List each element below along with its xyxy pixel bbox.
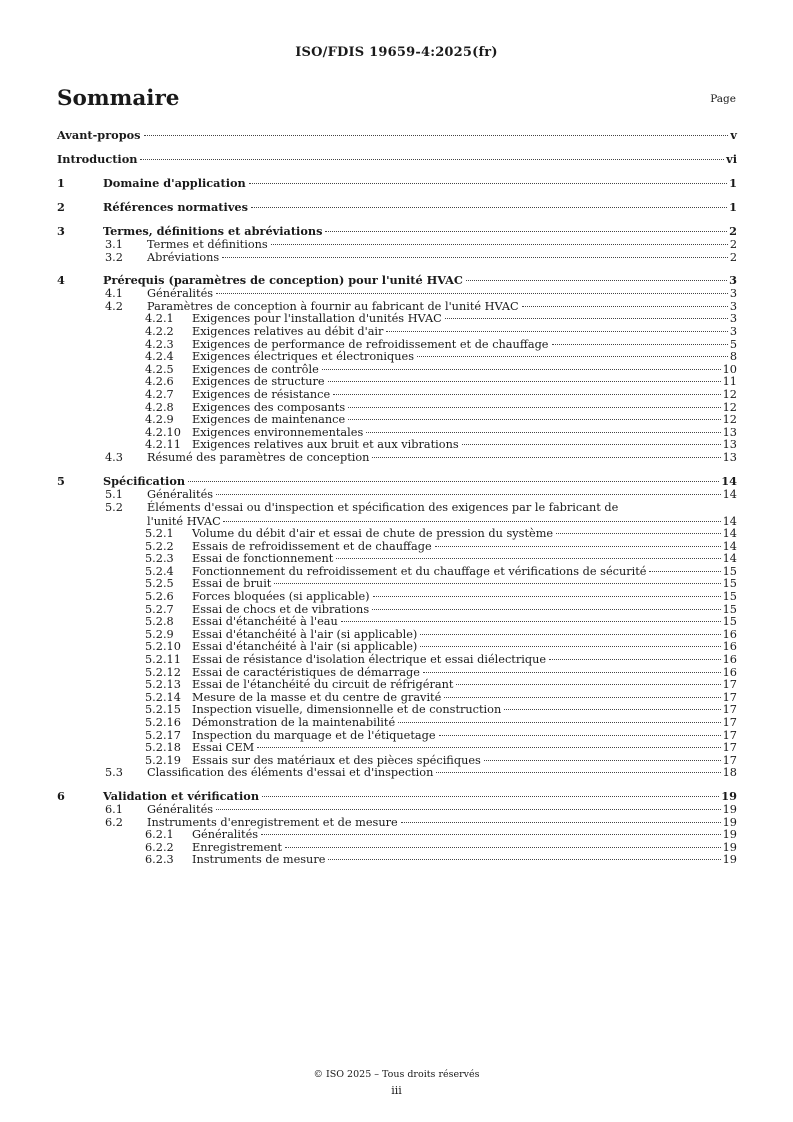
toc-entry-page: 14 xyxy=(722,514,737,528)
toc-entry-title-group xyxy=(147,239,737,252)
dot-leader xyxy=(188,480,719,482)
toc-entry-number: 6.2.3 xyxy=(145,853,174,867)
toc-entry-number: 5.2.16 xyxy=(145,716,181,729)
toc-entry-title-group xyxy=(192,351,737,364)
dot-leader xyxy=(249,182,727,184)
toc-entry-title: Essai de chocs et de vibrations xyxy=(192,602,370,616)
toc-entry-page: 2 xyxy=(729,238,737,251)
dot-leader xyxy=(522,305,728,307)
toc-entry-page: 11 xyxy=(722,375,737,389)
toc-entry-page: 19 xyxy=(722,828,737,842)
dot-leader xyxy=(322,368,721,370)
toc-entry-title-group xyxy=(57,128,737,143)
toc-entry-title-group xyxy=(192,326,737,339)
toc-entry-title-group xyxy=(192,591,737,604)
dot-leader xyxy=(216,493,721,495)
table-of-contents xyxy=(57,128,737,867)
toc-entry-number: 5 xyxy=(57,473,65,488)
toc-entry-title-group xyxy=(147,489,737,502)
dot-leader xyxy=(401,821,721,823)
toc-entry-page: 14 xyxy=(722,527,737,541)
dot-leader xyxy=(216,292,728,294)
toc-entry-page: 16 xyxy=(722,665,737,679)
toc-entry-page: 13 xyxy=(722,425,737,439)
dot-leader xyxy=(549,658,721,660)
toc-entry-number: 5.2.1 xyxy=(145,527,174,541)
toc-entry-title: Exigences relatives au débit d'air xyxy=(192,324,384,338)
toc-entry-page: 3 xyxy=(729,299,737,313)
toc-clause-entry[interactable] xyxy=(57,789,737,804)
toc-entry-title: Généralités xyxy=(147,802,214,816)
dot-leader xyxy=(222,256,728,258)
toc-entry-number: 5.2 xyxy=(105,501,123,515)
toc-entry-title: Généralités xyxy=(192,828,259,842)
dot-leader xyxy=(484,759,721,761)
toc-entry-title: Exigences électriques et électroniques xyxy=(192,350,415,364)
dot-leader xyxy=(420,645,720,647)
toc-entry-number: 4.2.6 xyxy=(145,375,174,389)
toc-subclause-entry[interactable] xyxy=(57,854,737,867)
dot-leader xyxy=(466,279,727,281)
toc-entry-page: 17 xyxy=(722,678,737,692)
dot-leader xyxy=(251,206,727,208)
dot-leader xyxy=(423,671,721,673)
toc-entry-page: 16 xyxy=(722,653,737,667)
toc-entry-number: 4.2.7 xyxy=(145,387,174,401)
toc-entry-page: 19 xyxy=(722,840,737,854)
toc-entry-title: Exigences environnementales xyxy=(192,425,364,439)
toc-entry-title: Essais sur des matériaux et des pièces spécifiques xyxy=(192,753,481,767)
toc-subclause-entry[interactable] xyxy=(57,326,737,339)
toc-entry-page: 18 xyxy=(722,766,737,780)
toc-entry-number: 5.2.14 xyxy=(145,690,181,704)
dot-leader xyxy=(328,858,720,860)
toc-entry-page: 3 xyxy=(729,273,737,288)
toc-entry-title-group xyxy=(192,389,737,402)
toc-entry-number: 5.2.15 xyxy=(145,703,181,717)
toc-entry-number: 4.2.5 xyxy=(145,362,174,376)
page-footer xyxy=(0,1069,793,1097)
toc-entry-number: 6.2.2 xyxy=(145,840,174,854)
toc-subclause-entry[interactable] xyxy=(57,717,737,730)
toc-subclause-entry[interactable] xyxy=(57,804,737,817)
dot-leader xyxy=(366,431,720,433)
dot-leader xyxy=(439,734,721,736)
toc-entry-page: 14 xyxy=(722,487,737,501)
dot-leader xyxy=(262,795,719,797)
toc-entry-title: Exigences de structure xyxy=(192,375,325,389)
toc-entry-title-group xyxy=(57,152,737,167)
document-identifier: ISO/FDIS 19659-4:2025(fr) xyxy=(295,45,498,60)
toc-entry-page: 16 xyxy=(722,627,737,641)
toc-entry-title: Termes, définitions et abréviations xyxy=(103,224,323,238)
toc-entry-title: Validation et vérification xyxy=(103,788,260,803)
toc-entry-page: 3 xyxy=(729,324,737,338)
toc-entry-title-group xyxy=(192,730,737,743)
toc-subclause-entry[interactable] xyxy=(57,389,737,402)
page-number: iii xyxy=(391,1084,402,1097)
toc-entry-number: 4.2 xyxy=(105,299,123,313)
toc-entry-page: 1 xyxy=(729,176,737,190)
toc-entry-page: 13 xyxy=(722,450,737,464)
toc-entry-page: 17 xyxy=(722,703,737,717)
toc-subclause-entry[interactable] xyxy=(57,654,737,667)
toc-entry-page: 19 xyxy=(722,815,737,829)
toc-entry-number: 5.2.2 xyxy=(145,539,174,553)
toc-entry-number: 5.2.19 xyxy=(145,753,181,767)
toc-entry-page: 15 xyxy=(722,602,737,616)
toc-subclause-entry[interactable] xyxy=(57,414,737,427)
toc-entry-number: 5.2.17 xyxy=(145,728,181,742)
toc-entry-title-group xyxy=(192,679,737,692)
toc-entry-page: 5 xyxy=(729,337,737,351)
toc-entry-page: 12 xyxy=(722,413,737,427)
toc-subclause-entry[interactable] xyxy=(57,239,737,252)
toc-entry-page: 10 xyxy=(722,362,737,376)
dot-leader xyxy=(444,696,720,698)
dot-leader xyxy=(257,746,720,748)
dot-leader xyxy=(649,570,720,572)
toc-entry-title-group xyxy=(103,273,737,288)
toc-clause-entry[interactable] xyxy=(57,273,737,288)
toc-entry-title: Démonstration de la maintenabilité xyxy=(192,716,396,729)
copyright-notice: © ISO 2025 – Tous droits réservés xyxy=(313,1069,480,1080)
toc-entry-number: 6 xyxy=(57,788,65,803)
toc-entry-title-group xyxy=(103,789,737,804)
toc-entry-title: Instruments d'enregistrement et de mesure xyxy=(147,815,398,829)
toc-entry-page: 15 xyxy=(722,590,737,604)
toc-entry-title-group xyxy=(192,654,737,667)
toc-subclause-entry[interactable] xyxy=(57,489,737,502)
toc-entry-page: 3 xyxy=(729,312,737,326)
toc-entry-title: Exigences relatives aux bruit et aux vibrations xyxy=(192,438,459,452)
dot-leader xyxy=(271,243,728,245)
toc-entry-number: 5.3 xyxy=(105,766,123,780)
toc-entry-title: Spécification xyxy=(103,473,186,488)
toc-entry-title-group xyxy=(103,474,737,489)
toc-subclause-entry[interactable] xyxy=(57,501,737,528)
dot-leader xyxy=(140,158,724,160)
toc-entry-title: Exigences des composants xyxy=(192,400,346,414)
toc-entry-number: 3.2 xyxy=(105,250,123,264)
dot-leader xyxy=(348,418,720,420)
toc-entry-title-group xyxy=(192,854,737,867)
toc-entry-number: 4.2.2 xyxy=(145,324,174,338)
toc-entry-number: 4.2.9 xyxy=(145,413,174,427)
toc-entry-title-group xyxy=(103,224,737,239)
toc-clause-entry[interactable] xyxy=(57,200,737,215)
toc-entry-title-group xyxy=(147,288,737,301)
toc-subclause-entry[interactable] xyxy=(57,351,737,364)
toc-entry-page: 12 xyxy=(722,387,737,401)
toc-entry-number: 4.2.8 xyxy=(145,400,174,414)
dot-leader xyxy=(445,317,728,319)
toc-entry-number: 6.1 xyxy=(105,802,123,816)
toc-entry-title-group xyxy=(192,742,737,755)
toc-entry-title: Forces bloquées (si applicable) xyxy=(192,590,370,604)
toc-entry-number: 5.2.9 xyxy=(145,627,174,641)
toc-entry-title-group xyxy=(192,616,737,629)
toc-entry-number: 5.1 xyxy=(105,487,123,501)
toc-entry-page: 12 xyxy=(722,400,737,414)
toc-clause-entry[interactable] xyxy=(57,224,737,239)
toc-entry-page: 19 xyxy=(721,788,737,803)
toc-entry-title: Essai de fonctionnement xyxy=(192,552,334,566)
toc-entry-title: Essai de l'étanchéité du circuit de réfrigérant xyxy=(192,678,454,692)
toc-entry-title-continued: l'unité HVAC xyxy=(147,514,221,528)
toc-entry-title-group xyxy=(147,252,737,265)
toc-subclause-entry[interactable] xyxy=(57,742,737,755)
toc-entry-title: Généralités xyxy=(147,287,214,301)
toc-entry-page: 15 xyxy=(722,615,737,629)
toc-clause-entry[interactable] xyxy=(57,152,737,167)
toc-entry-title-group xyxy=(192,717,737,730)
toc-entry-page: 14 xyxy=(722,539,737,553)
dot-leader xyxy=(325,230,727,232)
dot-leader xyxy=(417,355,728,357)
toc-entry-title-group xyxy=(192,553,737,566)
toc-entry-page: 3 xyxy=(729,287,737,301)
dot-leader xyxy=(216,808,721,810)
dot-leader xyxy=(336,557,720,559)
toc-entry-title: Exigences de maintenance xyxy=(192,413,346,427)
toc-entry-title: Enregistrement xyxy=(192,840,283,854)
toc-entry-number: 2 xyxy=(57,200,65,214)
dot-leader xyxy=(348,406,720,408)
toc-entry-title: Essai de bruit xyxy=(192,577,272,591)
dot-leader xyxy=(436,771,720,773)
toc-entry-title: Essai d'étanchéité à l'eau xyxy=(192,615,338,629)
toc-entry-title-group xyxy=(192,829,737,842)
toc-clause-entry[interactable] xyxy=(57,176,737,191)
toc-entry-page: 15 xyxy=(722,577,737,591)
toc-entry-page: 17 xyxy=(722,690,737,704)
dot-leader xyxy=(556,532,721,534)
dot-leader xyxy=(333,393,720,395)
toc-entry-title-group xyxy=(192,566,737,579)
toc-entry-title: Instruments de mesure xyxy=(192,853,326,867)
toc-entry-title-group xyxy=(103,176,737,191)
toc-entry-number: 3 xyxy=(57,224,65,238)
toc-entry-number: 5.2.6 xyxy=(145,590,174,604)
toc-entry-title: Inspection du marquage et de l'étiquetage xyxy=(192,728,436,742)
dot-leader xyxy=(372,456,720,458)
toc-entry-page: 16 xyxy=(722,640,737,654)
toc-entry-title: Éléments d'essai ou d'inspection et spécification des exigences par le fabricant de xyxy=(147,501,737,515)
toc-entry-number: 4.2.11 xyxy=(145,438,181,452)
dot-leader xyxy=(261,833,721,835)
toc-entry-title: Classification des éléments d'essai et d'inspection xyxy=(147,766,434,780)
toc-entry-title: Mesure de la masse et du centre de gravité xyxy=(192,690,442,704)
toc-entry-title: Références normatives xyxy=(103,200,248,214)
toc-subclause-entry[interactable] xyxy=(57,591,737,604)
toc-entry-title-group xyxy=(147,767,737,780)
dot-leader xyxy=(386,330,727,332)
toc-entry-page: vi xyxy=(726,152,737,166)
toc-heading: Sommaire xyxy=(57,86,180,111)
dot-leader xyxy=(285,846,721,848)
toc-entry-number: 5.2.13 xyxy=(145,678,181,692)
toc-entry-page: 19 xyxy=(722,853,737,867)
toc-entry-number: 6.2 xyxy=(105,815,123,829)
toc-entry-number: 5.2.12 xyxy=(145,665,181,679)
toc-entry-number: 1 xyxy=(57,176,65,190)
toc-entry-page: 19 xyxy=(722,802,737,816)
toc-entry-page: 14 xyxy=(722,552,737,566)
dot-leader xyxy=(504,708,720,710)
toc-entry-title: Généralités xyxy=(147,487,214,501)
page-column-label: Page xyxy=(710,93,736,105)
dot-leader xyxy=(328,380,721,382)
toc-subclause-entry[interactable] xyxy=(57,767,737,780)
toc-entry-number: 5.2.10 xyxy=(145,640,181,654)
toc-entry-page: v xyxy=(730,128,737,142)
toc-entry-number: 5.2.4 xyxy=(145,564,174,578)
toc-entry-page: 17 xyxy=(722,728,737,742)
toc-subclause-entry[interactable] xyxy=(57,452,737,465)
toc-subclause-entry[interactable] xyxy=(57,553,737,566)
toc-subclause-entry[interactable] xyxy=(57,528,737,541)
toc-entry-title: Essais de refroidissement et de chauffage xyxy=(192,539,432,553)
toc-subclause-entry[interactable] xyxy=(57,252,737,265)
toc-entry-title-group xyxy=(103,200,737,215)
toc-entry-number: 4.2.3 xyxy=(145,337,174,351)
toc-entry-title: Essai de caractéristiques de démarrage xyxy=(192,665,420,679)
toc-entry-title: Abréviations xyxy=(147,250,220,264)
toc-entry-number: 6.2.1 xyxy=(145,828,174,842)
toc-entry-number: 4 xyxy=(57,273,65,288)
toc-entry-title: Exigences de contrôle xyxy=(192,362,319,376)
toc-entry-number: 4.2.1 xyxy=(145,312,174,326)
toc-entry-title: Paramètres de conception à fournir au fabricant de l'unité HVAC xyxy=(147,299,519,313)
toc-entry-title: Inspection visuelle, dimensionnelle et de construction xyxy=(192,703,502,717)
toc-entry-page: 2 xyxy=(729,250,737,264)
toc-entry-number: 4.3 xyxy=(105,450,123,464)
dot-leader xyxy=(274,582,720,584)
dot-leader xyxy=(373,595,721,597)
toc-entry-page: 8 xyxy=(729,350,737,364)
dot-leader xyxy=(372,608,721,610)
toc-entry-number: 5.2.11 xyxy=(145,653,181,667)
toc-entry-title: Résumé des paramètres de conception xyxy=(147,450,370,464)
toc-entry-title: Exigences pour l'installation d'unités HVAC xyxy=(192,312,442,326)
dot-leader xyxy=(435,545,721,547)
toc-entry-title: Essai d'étanchéité à l'air (si applicable) xyxy=(192,627,418,641)
toc-entry-number: 4.2.10 xyxy=(145,425,181,439)
toc-subclause-entry[interactable] xyxy=(57,288,737,301)
dot-leader xyxy=(341,620,721,622)
toc-entry-title-line2 xyxy=(147,515,737,529)
toc-entry-title: Volume du débit d'air et essai de chute de pression du système xyxy=(192,527,554,541)
toc-clause-entry[interactable] xyxy=(57,128,737,143)
toc-entry-number: 4.2.4 xyxy=(145,350,174,364)
toc-entry-title: Exigences de résistance xyxy=(192,387,331,401)
toc-entry-page: 17 xyxy=(722,716,737,729)
toc-entry-number: 5.2.7 xyxy=(145,602,174,616)
dot-leader xyxy=(552,343,728,345)
toc-entry-title: Prérequis (paramètres de conception) pour l'unité HVAC xyxy=(103,273,463,288)
toc-subclause-entry[interactable] xyxy=(57,679,737,692)
toc-entry-title: Domaine d'application xyxy=(103,176,246,190)
toc-entry-number: 5.2.3 xyxy=(145,552,174,566)
toc-entry-title: Avant-propos xyxy=(57,128,141,142)
toc-entry-title-group xyxy=(147,501,737,528)
toc-entry-number: 5.2.18 xyxy=(145,741,181,755)
toc-entry-page: 17 xyxy=(722,741,737,755)
toc-entry-title: Essai CEM xyxy=(192,741,255,755)
toc-entry-title-group xyxy=(147,804,737,817)
toc-entry-title: Essai de résistance d'isolation électrique et essai diélectrique xyxy=(192,653,547,667)
toc-entry-title-group xyxy=(147,452,737,465)
toc-entry-title: Fonctionnement du refroidissement et du chauffage et vérifications de sécurité xyxy=(192,564,647,578)
toc-entry-page: 2 xyxy=(729,224,737,238)
toc-entry-title-group xyxy=(192,414,737,427)
toc-entry-number: 5.2.5 xyxy=(145,577,174,591)
toc-entry-page: 13 xyxy=(722,438,737,452)
dot-leader xyxy=(462,443,721,445)
toc-entry-page: 17 xyxy=(722,753,737,767)
toc-entry-number: 3.1 xyxy=(105,238,123,251)
toc-entry-title-group xyxy=(192,528,737,541)
toc-entry-page: 14 xyxy=(721,473,737,488)
toc-entry-number: 4.1 xyxy=(105,287,123,301)
toc-entry-title: Termes et définitions xyxy=(147,238,268,251)
toc-subclause-entry[interactable] xyxy=(57,829,737,842)
dot-leader xyxy=(420,633,720,635)
dot-leader xyxy=(456,683,720,685)
toc-entry-number: 5.2.8 xyxy=(145,615,174,629)
toc-entry-page: 1 xyxy=(729,200,737,214)
toc-entry-title: Exigences de performance de refroidissement et de chauffage xyxy=(192,337,549,351)
toc-clause-entry[interactable] xyxy=(57,474,737,489)
toc-entry-title: Essai d'étanchéité à l'air (si applicable) xyxy=(192,640,418,654)
dot-leader xyxy=(398,721,720,723)
toc-entry-title: Introduction xyxy=(57,152,138,166)
toc-entry-page: 15 xyxy=(722,564,737,578)
dot-leader xyxy=(223,520,721,522)
dot-leader xyxy=(144,134,729,136)
toc-subclause-entry[interactable] xyxy=(57,616,737,629)
